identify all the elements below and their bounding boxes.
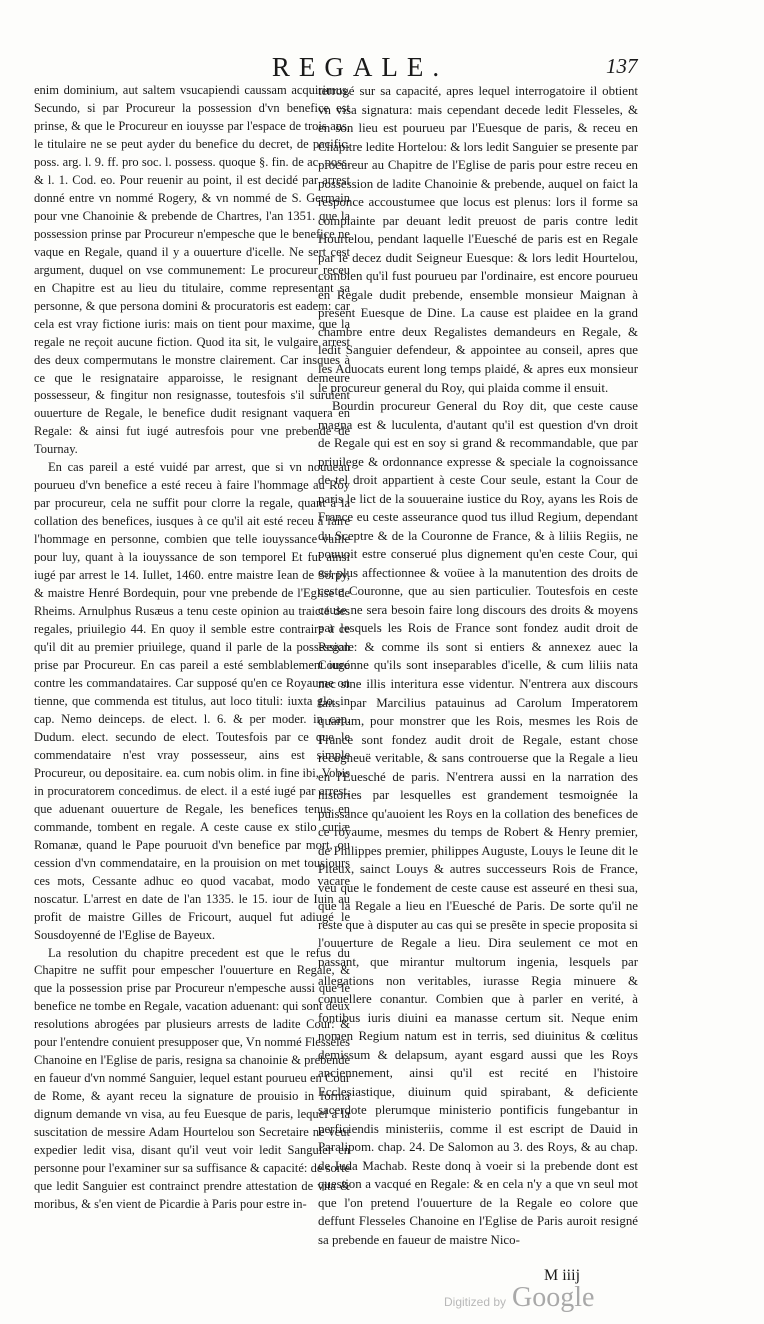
running-title: REGALE. <box>271 52 449 82</box>
signature-mark: M iiij <box>544 1267 581 1284</box>
right-paragraph: Bourdin procureur General du Roy dit, que ceste cause magna est & luculenta, d'autant qu'il est question d'vn droit de Regale qui est en soy si grand & recommandable, que par priuilege & ordonnance expresse & speciale la cognoissance de tel droit appartient à ceste Cour seule, estant la Cour de paris le lict de la souueraine iustice du Roy, ayans les Rois de France eu ceste asseurance quod tus illud Regium, dependant du Sceptre & de la Couronne de France, & à liliis Regiis, ne pouuoit estre conserué plus dignement qu'en ceste Cour, qui est plus affectionnee & voüee à la manutention des droits de ceste Couronne, que au sien particulier. Toutesfois en ceste cause ne sera besoin faire long discours des droits & moyens par lesquels les Rois de France sont fondez audit droit de Regale: & comme ils sont si entiers & annexez auec la Couronne qu'ils sont inseparables d'icelle, & cum liliis nata nec sine illis interitura esse videntur. N'entrera aux discours faits par Marcilius patauinus ad Carolum Imperatorem quartum, pour monstrer que les Rois, mesmes les Rois de France sont fondez audit droit de Regale, estant chose recogneuë veritable, & sans controuerse que la Regale a lieu en l'Euesché de paris. N'entrera aussi en la narration des histories par lesquelles est grandement tesmoignée la puissance qu'auoient les Roys en la collation des benefices de ce royaume, mesmes du temps de Robert & Henry premier, de Philippes premier, philippes Auguste, Louys le Ieune dit le Piteux, sainct Louys & autres successeurs Rois de France, veu que le fondement de ceste cause est asseuré en thesi sua, que la Regale a lieu en l'Euesché de Paris. De sorte qu'il ne reste que à disputer au cas qui se presẽte in specie proposita si l'ouuerture de Regale a lieu. Dira seulement ce mot en passant, que mirantur multorum ingenia, lesquels par allegations non veritables, iurasse Regia minuere & conuellere conantur. Combien que à parler en verité, à fontibus iuris diuini ea manasse certum sit. Neque enim nomen Regium natum est in terris, sed diuinitus & cœlitus demissum & delapsum, ayant esgard aussi que les Roys anciennement, ainsi qu'il est recité en l'histoire Ecclesiastique, diuinum quid spirabant, & deficiente sacerdote plerumque ministerio pontificis fungebantur in perficiendis ministeriis, comme il est escript de Dauid in Paralipom. chap. 24. De Salomon au 3. des Roys, & au chap. de Iuda Machab. Reste donq à voeir si la prebende dont est question a vacqué en Regale: & en cela n'y a que vn seul mot que l'on pretend l'ouuerture de la Regale eo colore que deffunt Flesseles Chanoine en l'Eglise de Paris auroit resigné sa prebende en faueur de maistre Nico- <box>318 399 639 1247</box>
right-column <box>318 82 638 1249</box>
digitized-label: Digitized by <box>444 1295 507 1309</box>
digitized-watermark <box>444 1282 594 1314</box>
google-logo: Google <box>512 1282 595 1313</box>
right-paragraph: terrogé sur sa capacité, apres lequel interrogatoire il obtient vn visa signatura: mais cependant decede ledit Flesseles, & en son lieu est pourueu par l'Euesque de paris, & receu en Chapitre ledite Hortelou: & lors ledit Sanguier se presente par procureur au Chapitre de l'Eglise de paris pour estre receu en possession de ladite Chanoinie & prebende, auquel on faict la responce accoustumee que locus est plenus: lors il forme sa complainte par deuant ledit preuost de paris contre ledit Hourtelou, pendant laquelle l'Euesché de paris est en Regale par le decez dudit Seigneur Euesque: & lors ledit Hourtelou, combien qu'il fust pourueu par l'ordinaire, est encore pourueu en Regale dudit prebende, ensemble monsieur Maignan à present Euesque de Dine. La cause est plaidee en la grand chambre entre deux Regalistes demandeurs en Regale, & ledit Sanguier defendeur, & appointee au conseil, apres que les Aduocats eurent long temps plaidé, & apres eux monsieur le procureur general du Roy, qui plaida comme il ensuit. <box>318 84 638 395</box>
page-header <box>0 52 764 82</box>
left-paragraph: enim dominium, aut saltem vsucapiendi caussam acquirimus. Secundo, si par Procureur la possession d'vn benefice est prinse, & que le Procureur en iouysse par l'espace de trois ans, le titulaire ne se peut ayder du benefice du decret, de pacific. poss. arg. l. 9. ff. pro soc. l. possess. quoque §. fin. de ac. poss. & l. 1. Cod. eo. Pour reuenir au point, il est decidé par arrest donné entre vn nommé Rogery, & vn nommé de S. Germain pour vne Chanoinie & prebende de Chartres, l'an 1351. que la possession prinse par Procureur n'empesche que le benefice ne vaque en Regale, quand il y a ouuerture d'icelle. Ne sert cest argument, duquel on vse communement: Le procureur receu en Chapitre est au lieu du titulaire, comme representant sa personne, & que persona domini & procuratoris est eadem: car cela est vray fictione iuris: mais on tient pour maxime, que la regale ne reçoit aucune fiction. Quod ita sit, le vulgaire arrest des deux compermutans le monstre clairement. Car insques à ce que le resignataire apparoisse, le resignant demeure possesseur, & fingitur non resignasse, toutesfois s'il suruient ouuerture de Regale, le benefice dudit resignant vaquera en Regale: & ainsi fut iugé autresfois pour vne prebende de Tournay. <box>34 83 350 457</box>
left-column <box>34 82 350 1214</box>
left-paragraph: La resolution du chapitre precedent est que le refus du Chapitre ne suffit pour empescher l'ouuerture en Regale, & que la possession prise par Procureur n'empesche aussi que le benefice ne tombe en Regale, vacation aduenant: qui sont deux resolutions abrogées par plusieurs arrests de ladite Cour: & pour l'entendre conuient presupposer que, Vn nommé Flesseles Chanoine en l'Eglise de paris, resigna sa chanoinie & prebende en faueur d'vn nommé Sanguier, lequel estant pourueu en Cour de Rome, & ayant receu la signature de prouisio in forma dignum demande vn visa, au feu Euesque de paris, lequel à la suscitation de messire Adam Hourtelou son Secretaire ne veut expedier ledit visa, disant qu'il veut voir ledit Sanguier en personne pour l'examiner sur sa suffisance & capacité: de sorte que ledit Sanguier est contrainct prendre attestation de vita & moribus, & s'en vient de Picardie à Paris pour estre in- <box>34 945 350 1212</box>
left-paragraph: En cas pareil a esté vuidé par arrest, que si vn nouueau pourueu d'vn benefice a esté receu à faire l'hommage au Roy par procureur, cela ne suffit pour clorre la regale, quant à la collation des benefices, iusques à ce qu'il ait esté receu à faire l'hommage en personne, combien que telle iouyssance vaille pour luy, quant à la iouyssance de son temporel Et fut ainsi iugé par arrest le 14. Iullet, 1460. entre maistre Iean de Sorpy, & maistre Henré Bordequin, pour vne prebende de l'Eglise de Rheims. Arnulphus Rusæus a tenu ceste opinion au traicté des regales, priuilegio 44. En quoy il semble estre contraire à ce qu'il dit au premier priuilege, quand il parle de la possession prise par Procureur. En cas pareil a esté semblablement iugé contre les commandataires. Car supposé qu'en ce Royaume on tienne, que commenda est titulus, aut loco tituli: iuxta glo. in cap. Nemo deinceps. de elect. l. 6. & per moder. in cap. Dudum. elect. secundo de elect. Toutesfois par ce que le commendataire n'est vray possesseur, ains est simple Procureur, ou depositaire. ea. cum nobis olim. in fine ibi, Vobis in procuratorem concedimus. de elect. il a esté iugé par arrest, que aduenant ouuerture de Regale, les benefices tenus en commande, tombent en regale. A ceste cause ex stilo curiæ Romanæ, quand le Pape pouruoit d'vn benefice par mort, ou cession d'vn commendataire, en la prouision on met tousiours ces mots, Cessante adhuc eo quod vacabat, modo vacare noscatur. L'arrest en date de l'an 1335. le 15. iour de Iuin au profit de maistre Gilles de Fricourt, auquel fut adiugé le Sousdoyenné de l'Eglise de Bayeux. <box>34 460 351 942</box>
page-number: 137 <box>606 54 638 78</box>
